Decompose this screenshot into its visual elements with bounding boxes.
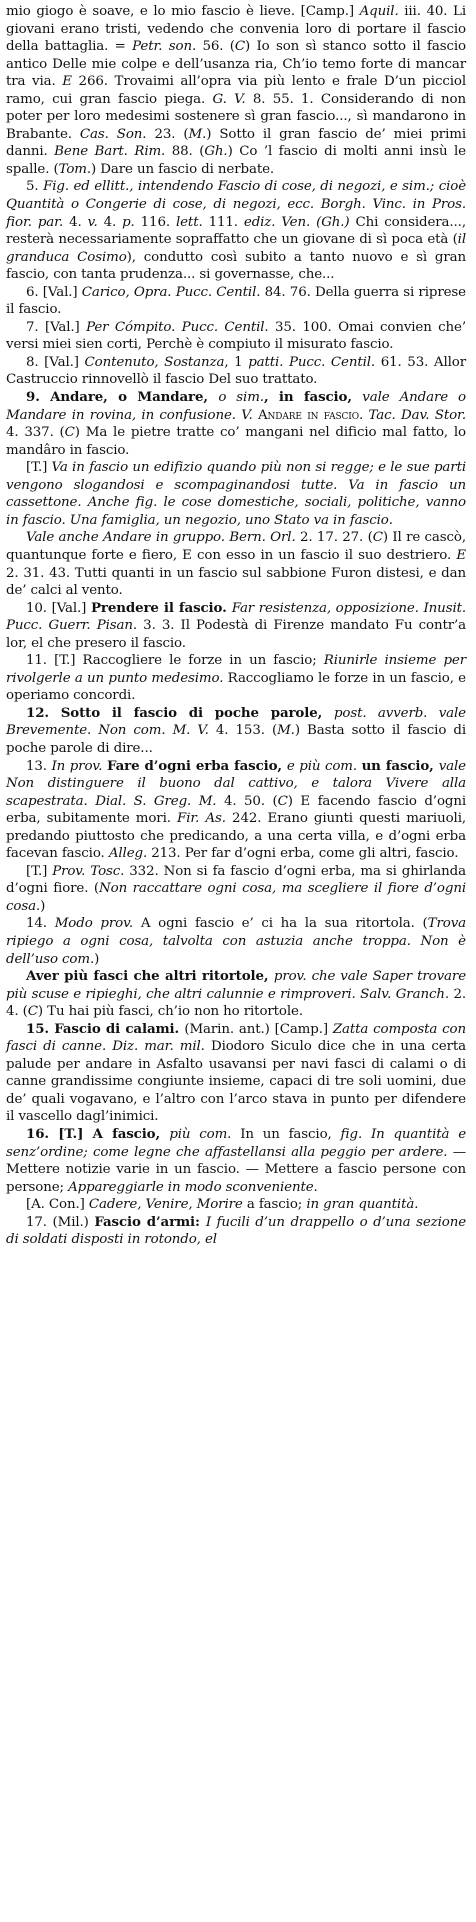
text-run: a fascio;: [246, 1197, 307, 1213]
text-run: Gh.: [204, 144, 228, 160]
text-run: C: [372, 530, 383, 546]
text-run: ediz. Ven. (Gh.): [243, 214, 356, 230]
entry-paragraph: [6, 1214, 466, 1249]
entry-paragraph: [6, 459, 466, 529]
text-run: 2. 31. 43. Tutti quanti in un fascio sul sabbione Furon distesi, e dan de’ calci al vento.: [6, 565, 466, 599]
text-run: ) Il re cascò, quantunque forte e fiero, E con esso in un fascio il suo destriero.: [6, 530, 467, 563]
text-run: patti. Pucc. Centil.: [248, 354, 381, 370]
entry-paragraph: [6, 758, 466, 863]
text-run: vale Andare o Mandare in rovina, in confusione. V.: [6, 390, 466, 423]
text-run: [T.]: [26, 460, 52, 476]
text-run: .: [358, 407, 369, 423]
text-run: 23. (: [154, 126, 189, 142]
text-run: 35. 100. Omai convien che’ versi miei sien corti, Perchè è compiuto il misurato fascio.: [6, 319, 466, 353]
text-run: E: [456, 547, 466, 563]
text-run: 3. 3. Il Podestà di Firenze mandato Fu contr’a lor, el che presero il fascio.: [6, 618, 466, 651]
text-run: 88. (: [171, 144, 205, 160]
text-run: 4. 337. (: [6, 425, 65, 441]
text-run: G. V.: [212, 91, 253, 107]
text-run: 116.: [140, 214, 176, 230]
text-run: 61. 53. Allor Castruccio rinnovellò il fascio Del suo trattato.: [6, 354, 466, 388]
entry-paragraph: [6, 863, 466, 916]
text-run: 9. Andare, o Mandare,: [26, 389, 219, 406]
entry-paragraph: [6, 915, 466, 968]
text-run: .: [388, 512, 393, 528]
text-run: Chi considera..., resterà necessariamente sopraffatto che un giovane di sì poca età (: [6, 214, 466, 248]
entry-paragraph: [6, 1126, 466, 1196]
text-run: 6. [Val.]: [26, 284, 82, 300]
text-run: vale Non distinguere il buono dal cattivo, e talora Vivere alla scapestrata. Dial. S. Greg. M.: [6, 758, 466, 809]
text-run: Aver più fasci che altri ritortole,: [26, 968, 274, 985]
entry-paragraph: [6, 600, 466, 653]
text-run: (Mil.): [52, 1214, 95, 1230]
text-run: 56. (: [202, 39, 235, 55]
text-run: 16. [T.] A fascio,: [26, 1126, 170, 1142]
text-run: .: [77, 495, 88, 511]
text-run: Prendere il fascio.: [90, 599, 232, 616]
text-run: Aquil.: [359, 4, 405, 19]
text-run: Tac. Dav. Stor.: [368, 407, 466, 423]
text-run: ) Sotto il gran fascio de’ miei primi danni.: [6, 126, 466, 160]
text-run: 8. 55. 1. Considerando di non poter per loro medesimi sostenere sì gran fascio..., sì mandarono in Brabante.: [6, 91, 466, 142]
text-run: (Marin. ant.) [Camp.]: [184, 1021, 333, 1037]
text-run: ): [40, 898, 46, 914]
text-run: o sim.: [218, 390, 264, 406]
text-run: mio giogo è soave, e lo mio fascio è lieve. [Camp.]: [6, 4, 360, 19]
text-run: Cadere, Venire, Morire: [88, 1197, 247, 1213]
text-run: Contenuto, Sostanza: [84, 354, 225, 370]
text-run: v.: [87, 214, 104, 230]
text-run: , 1: [224, 354, 249, 370]
text-run: ) Ma le pietre tratte co’ mangani nel dificio mal fatto, lo mandâro in fascio.: [6, 425, 466, 458]
text-run: 4. 153. (: [215, 723, 278, 739]
text-run: Andare in fascio: [257, 407, 359, 423]
text-run: In un fascio,: [240, 1127, 341, 1142]
text-run: Riunirle insieme per rivolgerle a un punto medesimo.: [6, 653, 466, 686]
text-run: Zatta composta con fasci di canne. Diz. mar. mil.: [6, 1021, 466, 1055]
text-run: ) Io son sì stanco sotto il fascio antico Delle mie colpe e dell’usanza ria, Ch’io temo forte di mancar tra via.: [6, 39, 466, 90]
text-run: ) E facendo fascio d’ogni erba, subitamente mori.: [6, 793, 467, 827]
text-run: Va in fascio un edifizio quando più non si regge; e le sue parti vengono slogandosi e scompaginandosi tutte.: [6, 460, 466, 493]
text-run: 332. Non si fa fascio d’ogni erba, ma si ghirlanda d’ogni fiore. (: [6, 863, 466, 897]
text-run: In quantità e senz’ordine; come legne che affastellansi alla peggio per ardere.: [6, 1127, 467, 1160]
entry-paragraph: [6, 284, 466, 319]
text-run: 266. Trovaimi all’opra via più lento e frale D’un picciol ramo, cui gran fascio piega.: [6, 74, 466, 107]
text-run: Diodoro Siculo dice che in una certa palude per andare in Asfalto usavansi per navi fasci di calami o di canne grandissime congiunte insieme, capaci di tre soli uomini, due de’ quali vogavano, e l’altro con l’arco stava in punto per difendere il vascello dagl’inimici.: [6, 1039, 466, 1125]
text-run: Alleg.: [108, 846, 152, 862]
entry-paragraph: [6, 3, 466, 178]
entry-paragraph: [6, 652, 466, 705]
text-run: 84. 76. Della guerra si riprese il fascio.: [6, 284, 466, 318]
text-run: Prov. Tosc.: [52, 863, 130, 879]
text-run: [A. Con.]: [26, 1197, 89, 1213]
text-run: , in fascio,: [263, 389, 363, 406]
entry-paragraph: [6, 319, 466, 354]
text-run: I fucili d’un drappello o d’una sezione di soldati disposti in rotondo, el: [6, 1214, 467, 1248]
text-run: 12. Sotto il fascio di poche parole,: [26, 704, 334, 721]
text-run: ): [94, 951, 100, 967]
text-run: 4.: [69, 214, 88, 230]
text-run: Far resistenza, opposizione. Inusit. Pucc. Guerr. Pisan.: [6, 600, 467, 634]
text-run: A ogni fascio e’ ci ha la sua ritortola. (: [140, 916, 428, 932]
text-run: ) Basta sotto il fascio di poche parole di dire...: [6, 723, 467, 756]
text-run: Una famiglia, un negozio, uno Stato va in fascio: [69, 512, 389, 528]
text-run: Va in fascio un cassettone: [6, 477, 466, 511]
text-run: M.: [188, 126, 207, 142]
entry-paragraph: [6, 389, 466, 459]
text-run: M.: [277, 723, 295, 739]
text-run: 213. Per far d’ogni erba, come gli altri, fascio.: [151, 846, 459, 862]
text-run: 111.: [208, 214, 244, 230]
text-run: Modo prov.: [54, 916, 141, 932]
text-run: [T.]: [26, 863, 53, 879]
text-run: Vale anche Andare in gruppo. Bern. Orl.: [26, 530, 300, 546]
text-run: il granduca Cosimo: [6, 232, 466, 265]
entry-paragraph: [6, 968, 466, 1021]
text-run: 7. [Val.]: [26, 319, 87, 335]
text-run: Bene Bart. Rim.: [54, 144, 172, 160]
text-run: prov. che vale Saper trovare più scuse e ripieghi, che altri calunnie e rimproveri. Salv. Granch.: [6, 969, 466, 1002]
text-run: Non raccattare ogni cosa, ma scegliere il fiore d’ogni cosa.: [6, 881, 466, 914]
entry-paragraph: [6, 705, 466, 758]
entry-paragraph: [6, 529, 466, 599]
entry-paragraph: [6, 354, 466, 389]
text-run: lett.: [175, 214, 209, 230]
text-run: in gran quantità.: [306, 1197, 419, 1213]
text-run: 10. [Val.]: [26, 600, 91, 616]
text-run: Petr. son.: [132, 39, 203, 55]
text-run: un fascio,: [361, 757, 439, 774]
text-run: Raccogliamo le forze in un fascio, e operiamo concordi.: [6, 670, 466, 704]
text-run: 242. Erano giunti questi mariuoli, predando piuttosto che predicando, a una certa villa, e d’ogni erba facevan fascio.: [6, 811, 466, 862]
text-run: p.: [122, 214, 141, 230]
text-run: 17.: [26, 1214, 53, 1230]
text-run: 14.: [26, 916, 55, 932]
text-run: Appareggiarle in modo sconveniente.: [68, 1179, 318, 1195]
text-run: ) Dare un fascio di nerbate.: [91, 161, 275, 177]
text-run: Trova ripiego a ogni cosa, talvolta con astuzia anche troppa. Non è dell’uso com.: [6, 916, 466, 967]
text-run: 4.: [103, 214, 123, 230]
text-run: 2. 17. 27. (: [299, 530, 373, 546]
text-run: Cas. Son.: [79, 126, 155, 142]
text-run: 11. [T.] Raccogliere le forze in un fascio;: [26, 653, 324, 669]
text-run: Fig. ed ellitt., intendendo Fascio di cose, di negozi, e sim.; cioè Quantità o Congerie di cose, di negozi, ecc. Borgh. Vinc. in Pros. fior. par.: [6, 179, 466, 230]
text-run: C: [277, 793, 288, 809]
entry-paragraph: [6, 1196, 466, 1214]
text-run: Anche fig. le cose domestiche, sociali, politiche, vanno in fascio.: [6, 495, 466, 528]
text-run: ) Tu hai più fasci, ch’io non ho ritortole.: [37, 1004, 303, 1020]
entry-paragraph: [6, 1021, 466, 1126]
text-run: 13.: [26, 758, 52, 774]
text-run: iii. 40. Li giovani erano tristi, vedendo che convenia loro di portare il fascio della battaglia. =: [6, 4, 466, 55]
text-run: Fare d’ogni erba fascio,: [106, 757, 287, 774]
text-run: — Mettere notizie varie in un fascio. — Mettere a fascio persone con persone;: [6, 1144, 466, 1195]
text-run: ) Co ’l fascio di molti anni insù le spalle. (: [6, 144, 466, 177]
text-run: Fascio d’armi:: [94, 1213, 206, 1230]
text-run: Per Cómpito. Pucc. Centil.: [86, 319, 275, 335]
text-run: Tom.: [58, 161, 92, 177]
text-run: 15. Fascio di calami.: [26, 1020, 185, 1037]
text-run: 2. 4. (: [6, 986, 466, 1020]
text-run: C: [234, 39, 246, 55]
text-run: fig.: [340, 1127, 371, 1142]
text-run: 8. [Val.]: [26, 354, 85, 370]
text-run: e più com.: [286, 758, 362, 774]
text-run: 4. 50. (: [223, 793, 278, 809]
text-run: E: [62, 74, 79, 90]
text-run: C: [64, 425, 75, 441]
text-run: 5.: [26, 179, 44, 195]
text-run: più com.: [169, 1127, 241, 1142]
text-run: post. avverb. vale Brevemente. Non com. M. V.: [6, 705, 466, 739]
text-run: Fir. As.: [177, 811, 233, 827]
text-run: Carico, Opra. Pucc. Centil.: [81, 284, 265, 300]
text-run: In prov.: [51, 758, 107, 774]
entry-paragraph: [6, 178, 466, 283]
text-run: C: [27, 1004, 38, 1020]
text-run: ), condutto così subito a tanto nuovo e sì gran fascio, con tanta prudenza... si governasse, che...: [6, 249, 466, 283]
